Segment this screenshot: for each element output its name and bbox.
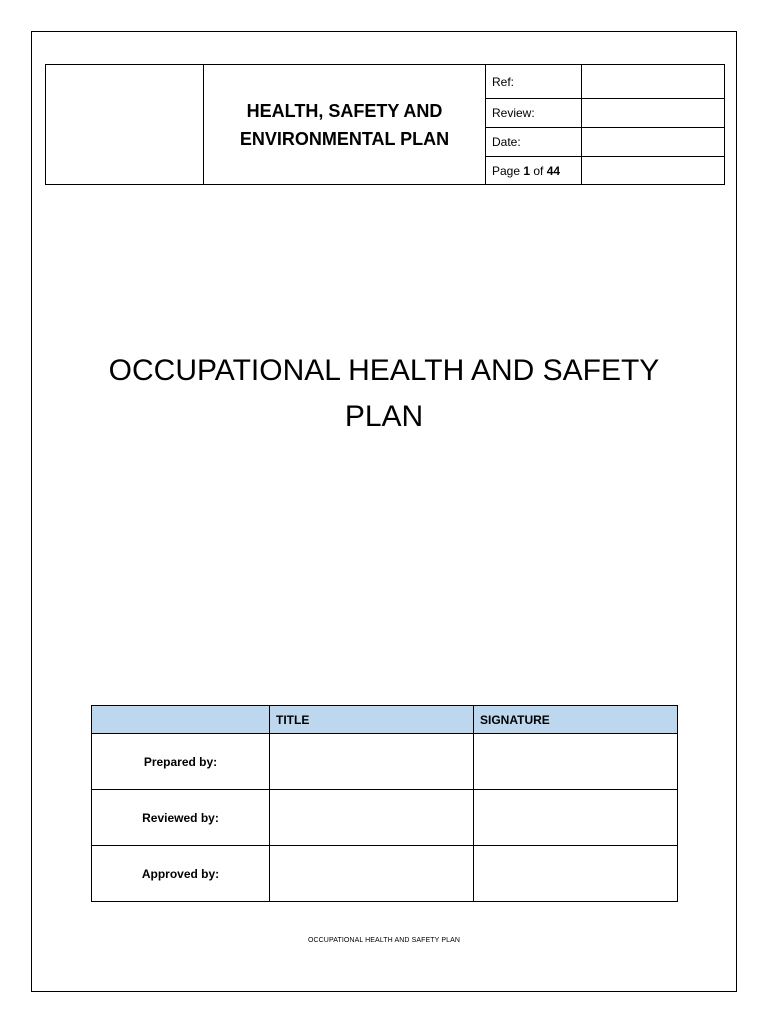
page-value (582, 157, 725, 185)
main-title (80, 348, 688, 440)
page-of: of (530, 163, 547, 178)
approved-by-title-cell (270, 846, 474, 902)
page-prefix: Page (492, 163, 524, 178)
page-footer: OCCUPATIONAL HEALTH AND SAFETY PLAN (307, 937, 461, 944)
signoff-table (91, 705, 678, 902)
page-number-label (486, 157, 582, 185)
logo-cell (46, 65, 204, 185)
main-title-line1: OCCUPATIONAL HEALTH AND SAFETY (108, 354, 660, 387)
approved-by-label: Approved by: (92, 846, 270, 902)
column-header-signature: SIGNATURE (474, 706, 678, 734)
table-row (92, 790, 678, 846)
main-title-line2: PLAN (344, 400, 424, 433)
document-header-table (45, 64, 725, 185)
date-label: Date: (486, 128, 582, 157)
header-title-line2: ENVIRONMENTAL PLAN (239, 128, 450, 149)
reviewed-by-label: Reviewed by: (92, 790, 270, 846)
reviewed-by-title-cell (270, 790, 474, 846)
prepared-by-title-cell (270, 734, 474, 790)
header-title-line1: HEALTH, SAFETY AND (246, 100, 443, 121)
page-total: 44 (546, 163, 561, 178)
review-value (582, 99, 725, 128)
header-title (204, 65, 486, 185)
ref-label: Ref: (486, 65, 582, 99)
signoff-header-row (92, 706, 678, 734)
page-current: 1 (523, 163, 531, 178)
prepared-by-label: Prepared by: (92, 734, 270, 790)
review-label: Review: (486, 99, 582, 128)
date-value (582, 128, 725, 157)
ref-value (582, 65, 725, 99)
table-row (92, 734, 678, 790)
reviewed-by-signature-cell (474, 790, 678, 846)
prepared-by-signature-cell (474, 734, 678, 790)
column-header-blank (92, 706, 270, 734)
column-header-title: TITLE (270, 706, 474, 734)
table-row (92, 846, 678, 902)
approved-by-signature-cell (474, 846, 678, 902)
